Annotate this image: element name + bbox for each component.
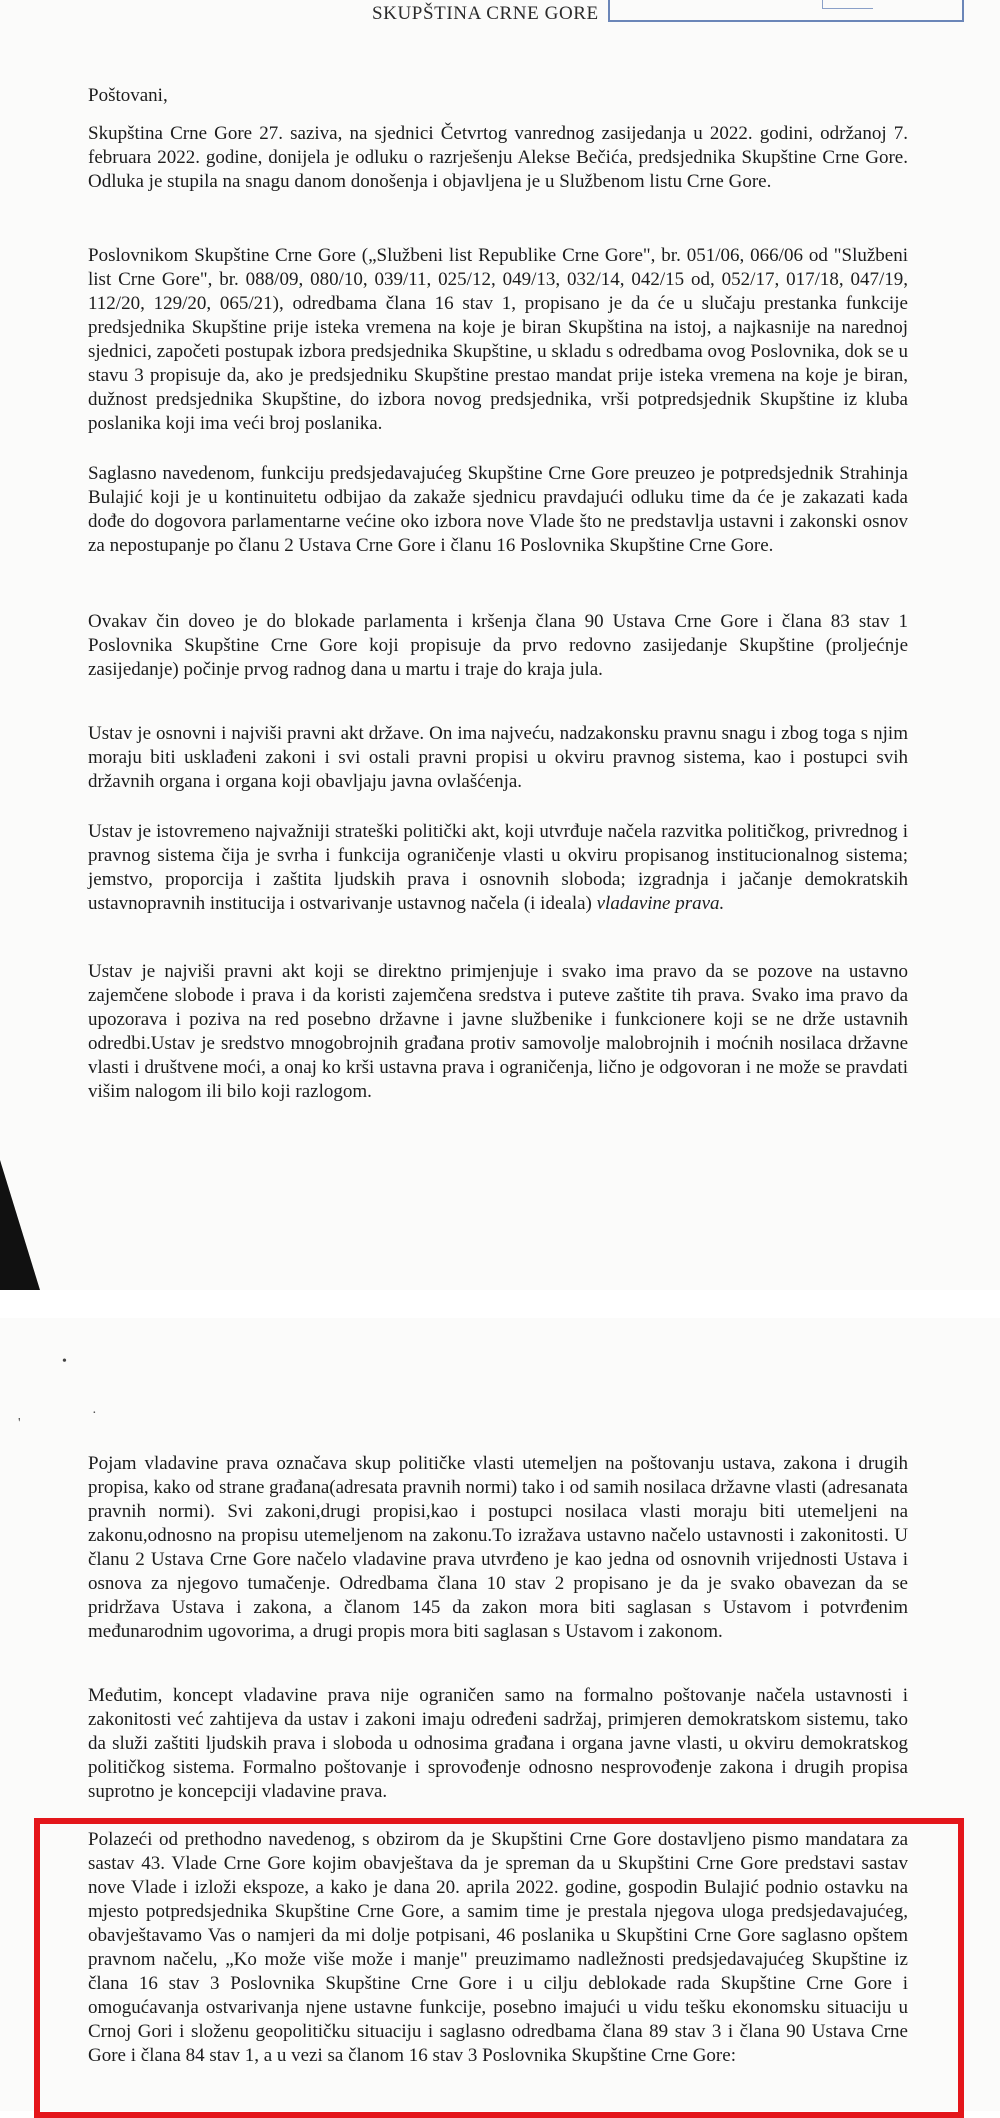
paragraph-blockade: Ovakav čin doveo je do blokade parlamenta i kršenja člana 90 Ustava Crne Gore i člana 83 stav 1 Poslovnika Skupštine Crne Gore koji propisuje da prvo redovno zasijedanje Skupštine (proljećnje zasijedanje) počinje prvog radnog dana u martu i traje do kraja jula. <box>88 611 908 680</box>
registry-stamp-box <box>608 0 964 22</box>
scan-speck: • <box>62 1354 67 1369</box>
salutation: Poštovani, <box>88 85 168 106</box>
paragraph-decision: Skupština Crne Gore 27. saziva, na sjednici Četvrtog vanrednog zasijedanja u 2022. godini, održanoj 7. februara 2022. godine, donijela je odluku o razrješenju Alekse Bečića, predsjednika Skupštine Crne Gore. Odluka je stupila na snagu danom donošenja i objavljena je u Službenom listu Crne Gore. <box>88 123 908 192</box>
paragraph-rule-of-law-concept: Međutim, koncept vladavine prava nije ograničen samo na formalno poštovanje načela ustavnosti i zakonitosti već zahtijeva da ustav i zakoni imaju određeni sadržaj, primjeren demokratskom sistemu, tako da služi zaštiti ljudskih prava i sloboda u odnosima građana i organa javne vlasti, u okviru demokratskog političkog sistema. Formalno poštovanje i sprovođenje odnosno nesprovođenje zakona i drugih propisa suprotno je koncepciji vladavine prava. <box>88 1685 908 1802</box>
paragraph-rule-of-law-definition: Pojam vladavine prava označava skup političke vlasti utemeljen na poštovanju ustava, zakona i drugih propisa, kako od strane građana(adresata pravnih normi) tako i od samih nosilaca državne vlasti (adresanata pravnih normi). Svi zakoni,drugi propisi,kao i postupci nosilaca vlasti moraju biti utemeljeni na zakonu,odnosno na propisu utemeljenom na zakonu.To izražava ustavno načelo ustavnosti i zakonitosti. U članu 2 Ustava Crne Gore načelo vladavine prava utvrđeno je kao jedna od osnovnih vrijednosti Ustava i osnova za njegovo tumačenje. Odredbama člana 10 stav 2 propisano je da je svako obavezan da se pridržava Ustava i zakona, a članom 145 da zakon mora biti saglasan s Ustavom i potvrđenim međunarodnim ugovorima, a drugi propis mora biti saglasan s Ustavom i zakonom. <box>88 1453 908 1642</box>
scan-shadow <box>0 1160 40 1290</box>
paragraph-takeover-notice: Polazeći od prethodno navedenog, s obzirom da je Skupštini Crne Gore dostavljeno pismo mandatara za sastav 43. Vlade Crne Gore kojim obavještava da je spreman da u Skupštini Crne Gore predstavi sastav nove Vlade i izloži ekspoze, a kako je dana 20. aprila 2022. godine, gospodin Bulajić podnio ostavku na mjesto potpredsjednika Skupštine Crne Gore, a samim time je prestala njegova uloga predsjedavajućeg, obavještavamo Vas o namjeri da mi dolje potpisani, 46 poslanika u Skupštini Crne Gore saglasno opštem pravnom načelu, „Ko može više može i manje" preuzimamo nadležnosti predsjedavajućeg Skupštine iz člana 16 stav 3 Poslovnika Skupštine Crne Gore i u cilju deblokade rada Skupštine Crne Gore i omogućavanja ostvarivanja njene ustavne funkcije, posebno imajući u vidu tešku ekonomsku situaciju u Crnoj Gori i složenu geopolitičku situaciju i saglasno odredbama člana 89 stav 3 i člana 90 Ustava Crne Gore i člana 84 stav 1, a u vezi sa članom 16 stav 3 Poslovnika Skupštine Crne Gore: <box>88 1829 908 2066</box>
letterhead-title: SKUPŠTINA CRNE GORE <box>372 3 599 24</box>
registry-stamp-cell <box>822 0 873 9</box>
scan-speck: · <box>92 1406 97 1421</box>
paragraph-rules-of-procedure: Poslovnikom Skupštine Crne Gore („Službeni list Republike Crne Gore", br. 051/06, 066/06 od "Službeni list Crne Gore", br. 088/09, 080/10, 039/11, 025/12, 049/13, 032/14, 042/15 od, 052/17, 017/18, 047/19, 112/20, 129/20, 065/21), odredbama člana 16 stav 1, propisano je da će u slučaju prestanka funkcije predsjednika Skupštine prije isteka vremena na koje je biran Skupština na istoj, a najkasnije na narednoj sjednici, započeti postupak izbora predsjednika Skupštine, u skladu s odredbama ovog Poslovnika, dok se u stavu 3 propisuje da, ako je predsjedniku Skupštine prestao mandat prije isteka vremena na koje je biran, dužnost predsjednika Skupštine, do izbora novog predsjednika, vrši potpredsjednik Skupštine iz kluba poslanika koji ima veći broj poslanika. <box>88 245 908 434</box>
scan-speck: ' <box>18 1416 21 1431</box>
paragraph-constitution-strategic-text: Ustav je istovremeno najvažniji strateški politički akt, koji utvrđuje načela razvitka političkog, privrednog i pravnog sistema čija je svrha i funkcija ograničenje vlasti u okviru propisanog institucionalnog sistema; jemstvo, proporcija i zaštita ljudskih prava i osnovnih sloboda; izgradnja i jačanje demokratskih ustavnopravnih institucija i ostvarivanje ustavnog načela (i ideala) <box>88 821 908 914</box>
paragraph-constitution-strategic <box>88 820 908 916</box>
highlight-box <box>34 1818 964 2118</box>
page-gap <box>0 1290 1000 1318</box>
paragraph-direct-application: Ustav je najviši pravni akt koji se direktno primjenjuje i svako ima pravo da se pozove na ustavno zajemčene slobode i prava i da koristi zajemčena sredstva i puteve zaštite tih prava. Svako ima pravo da upozorava i poziva na red posebno državne i javne službenike i funkcionere koji se ne drže ustavnih odredbi.Ustav je sredstvo mnogobrojnih građana protiv samovolje malobrojnih i moćnih nosilaca državne vlasti i društvene moći, a onaj ko krši ustavna prava i ograničenja, lično je odgovoran i ne može se pravdati višim nalogom ili bilo koji razlogom. <box>88 961 908 1102</box>
rule-of-law-italic: vladavine prava. <box>596 893 725 914</box>
paragraph-constitution-supreme: Ustav je osnovni i najviši pravni akt države. On ima najveću, nadzakonsku pravnu snagu i zbog toga s njim moraju biti usklađeni zakoni i svi ostali pravni propisi u okviru pravnog sistema, kao i postupci svih državnih organa i organa koji obavljaju javna ovlašćenja. <box>88 723 908 792</box>
paragraph-acting-president: Saglasno navedenom, funkciju predsjedavajućeg Skupštine Crne Gore preuzeo je potpredsjednik Strahinja Bulajić koji je u kontinuitetu odbijao da zakaže sjednicu pravdajući odluku time da će je zakazati kada dođe do dogovora parlamentarne većine oko izbora nove Vlade što ne predstavlja ustavni i zakonski osnov za nepostupanje po članu 2 Ustava Crne Gore i članu 16 Poslovnika Skupštine Crne Gore. <box>88 463 908 556</box>
